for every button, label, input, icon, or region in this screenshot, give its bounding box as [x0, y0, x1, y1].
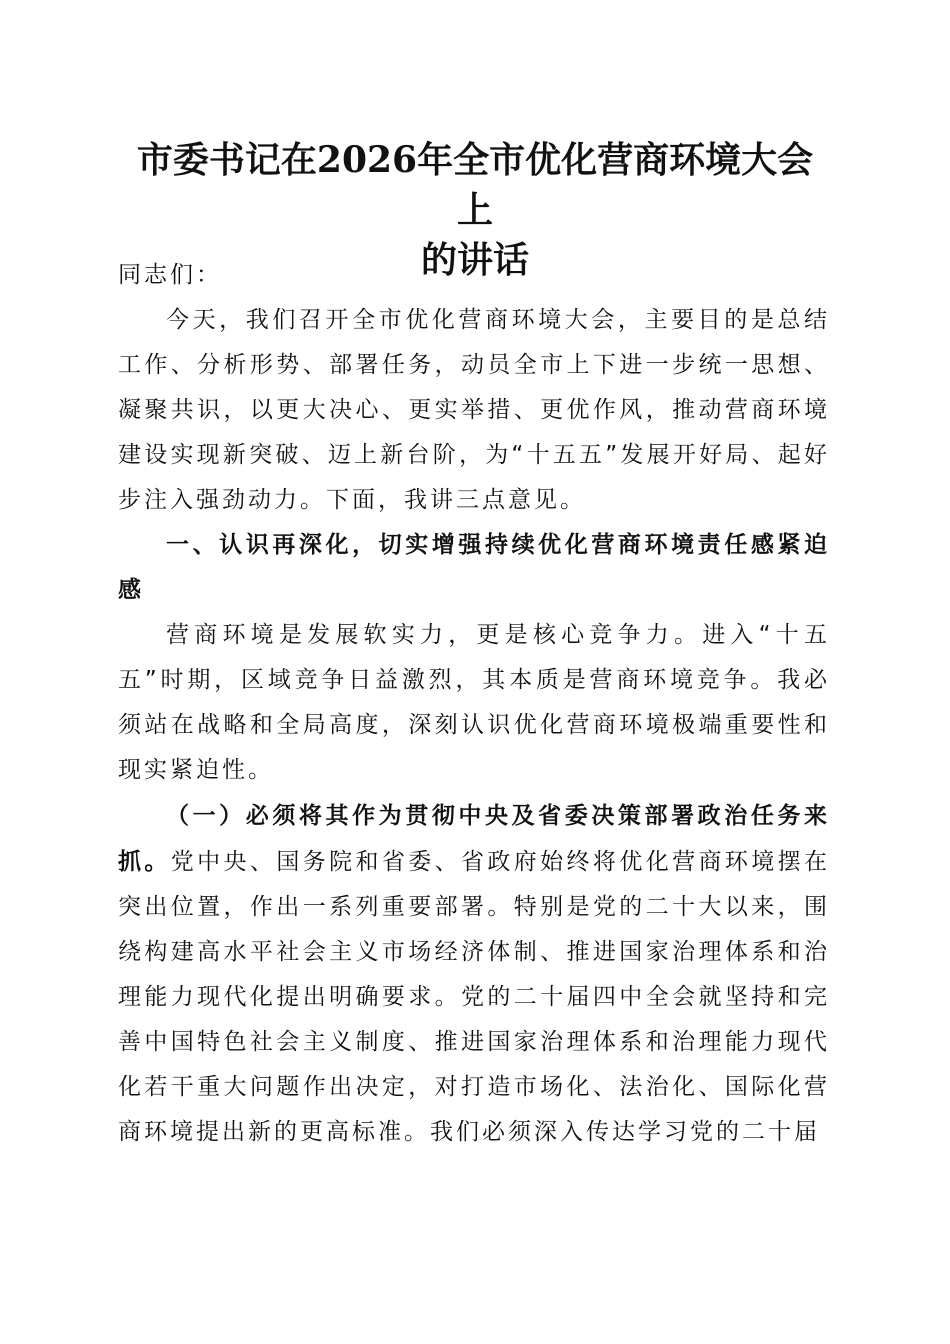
section-1-heading: 一、认识再深化，切实增强持续优化营商环境责任感紧迫感	[118, 532, 830, 603]
salutation: 同志们：	[118, 262, 222, 288]
subsection-1-lead: （一）必须将其作为贯彻中央及省委决策部署政治任务来抓。	[118, 802, 830, 875]
title-line-2: 的讲话	[420, 239, 529, 281]
subsection-1-paragraph	[118, 793, 830, 1155]
subsection-1-text: 党中央、国务院和省委、省政府始终将优化营商环境摆在突出位置，作出一系列重要部署。特别是党的二十大以来，围绕构建高水平社会主义市场经济体制、推进国家治理体系和治理能力现代化提出明确要求。党的二十届四中全会就坚持和完善中国特色社会主义制度、推进国家治理体系和治理能力现代化若干重大问题作出决定，对打造市场化、法治化、国际化营商环境提出新的更高标准。我们必须深入传达学习党的二十届	[118, 849, 831, 1145]
intro-paragraph: 今天，我们召开全市优化营商环境大会，主要目的是总结工作、分析形势、部署任务，动员全市上下进一步统一思想、凝聚共识，以更大决心、更实举措、更优作风，推动营商环境建设实现新突破、迈上新台阶，为“十五五”发展开好局、起好步注入强劲动力。下面，我讲三点意见。	[118, 307, 830, 513]
title-line-1: 市委书记在2026年全市优化营商环境大会上	[136, 139, 814, 231]
document-body	[118, 253, 830, 1155]
section-1-paragraph: 营商环境是发展软实力，更是核心竞争力。进入“十五五”时期，区域竞争日益激烈，其本质是营商环境竞争。我必须站在战略和全局高度，深刻认识优化营商环境极端重要性和现实紧迫性。	[118, 622, 830, 783]
